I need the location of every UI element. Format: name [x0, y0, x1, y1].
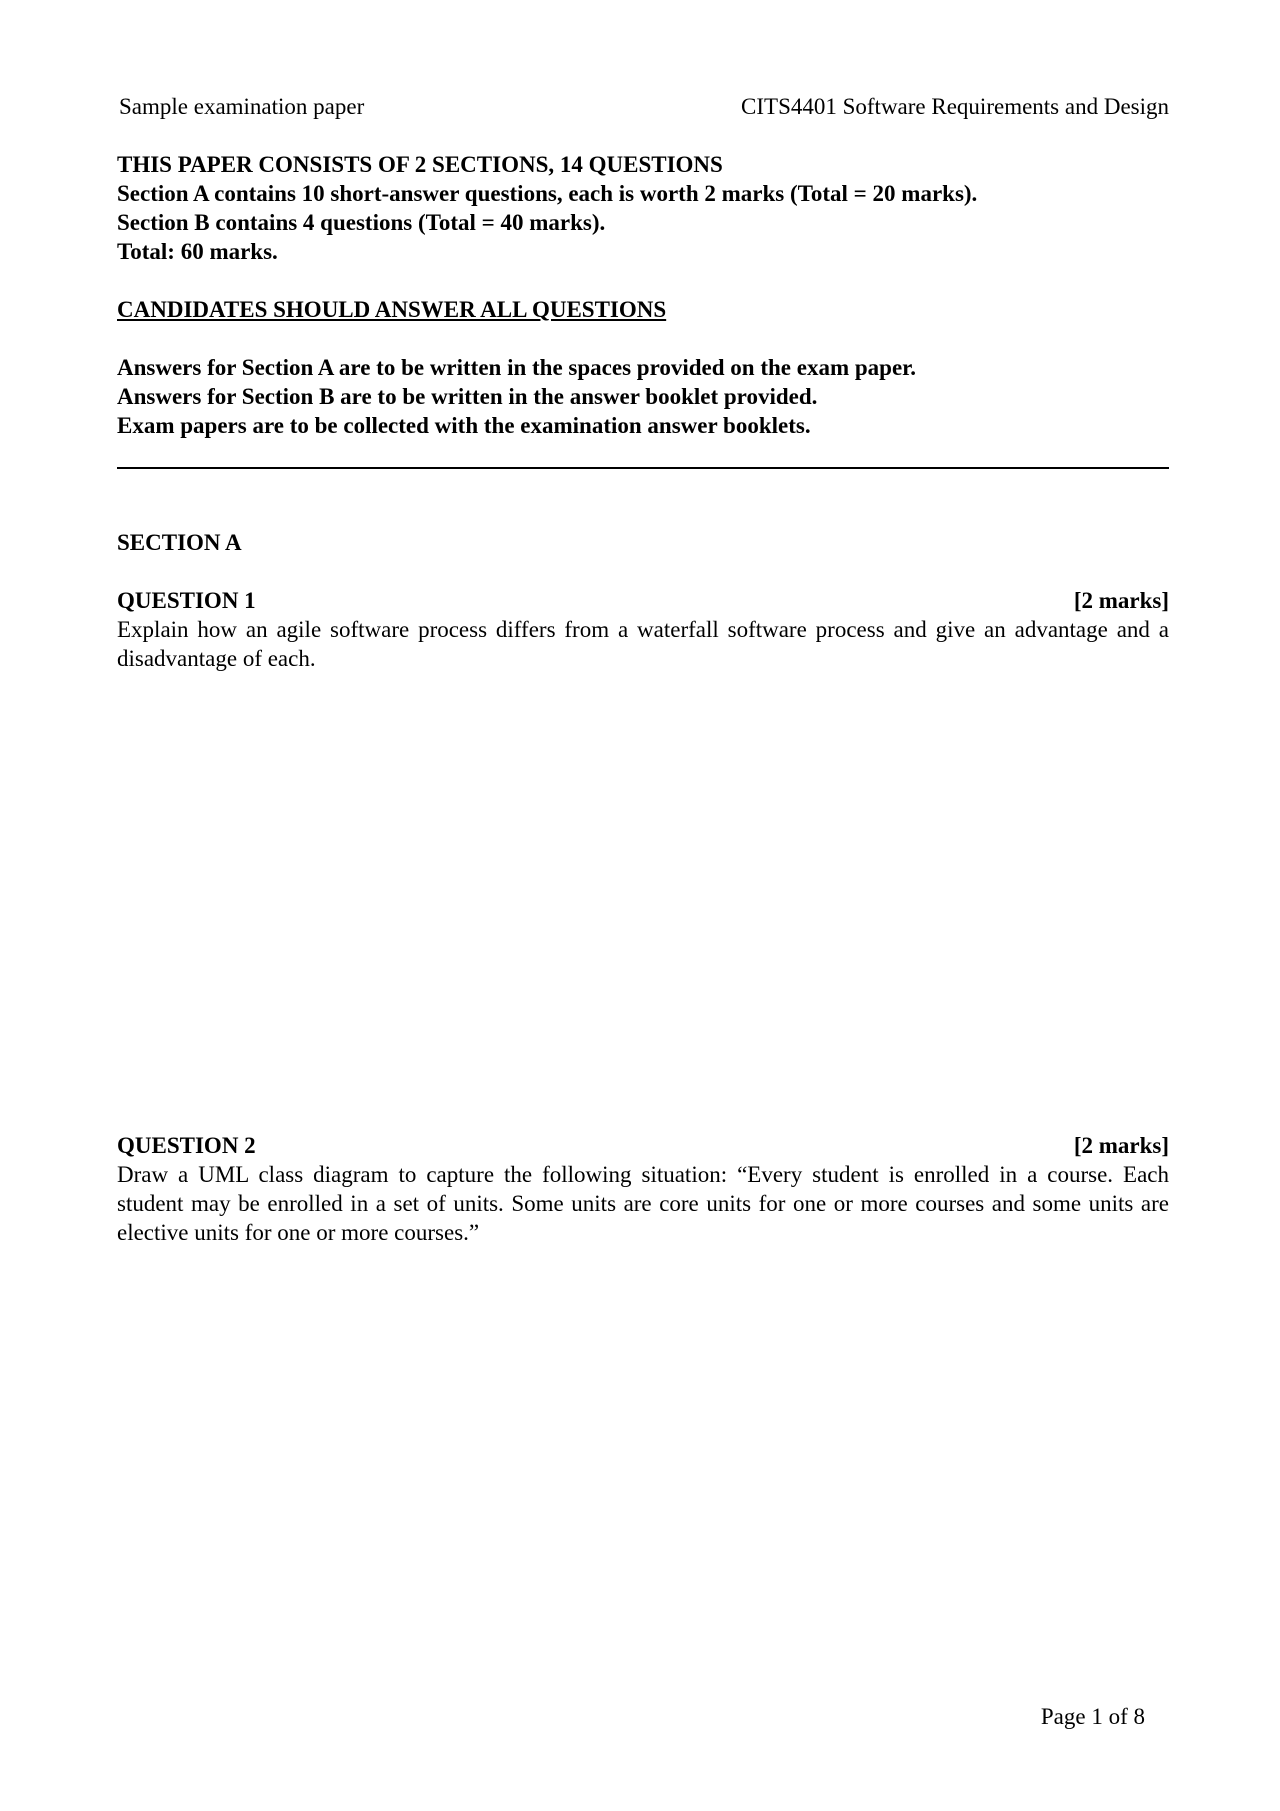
- header-course-title: CITS4401 Software Requirements and Design: [741, 94, 1169, 119]
- paper-structure-info: [117, 150, 1169, 266]
- collection-instruction: Exam papers are to be collected with the examination answer booklets.: [117, 413, 811, 438]
- question-1-title: QUESTION 1: [117, 588, 256, 613]
- section-a-info: Section A contains 10 short-answer questions, each is worth 2 marks (Total = 20 marks).: [117, 181, 978, 206]
- paper-sections-line: THIS PAPER CONSISTS OF 2 SECTIONS, 14 QUESTIONS: [117, 152, 723, 177]
- question-2: [117, 1131, 1169, 1247]
- question-2-header: [117, 1131, 1169, 1160]
- exam-page: [117, 0, 1169, 1811]
- question-2-text: Draw a UML class diagram to capture the following situation: “Every student is enrolled in a course. Each student may be enrolled in a set of units. Some units are core units for one or more courses and some units are elective units for one or more courses.”: [117, 1162, 1169, 1245]
- question-1-text: Explain how an agile software process differs from a waterfall software process and give an advantage and a disadvantage of each.: [117, 617, 1169, 671]
- horizontal-divider: [117, 467, 1169, 469]
- question-1: [117, 586, 1169, 673]
- section-b-info: Section B contains 4 questions (Total = 40 marks).: [117, 210, 606, 235]
- question-2-answer-space[interactable]: [117, 1255, 1169, 1675]
- header-paper-type: Sample examination paper: [119, 94, 365, 119]
- answer-instructions: [117, 353, 1169, 440]
- page-number: Page 1 of 8: [1040, 1704, 1145, 1729]
- question-2-title: QUESTION 2: [117, 1133, 256, 1158]
- total-marks: Total: 60 marks.: [117, 239, 278, 264]
- section-b-answer-instruction: Answers for Section B are to be written in the answer booklet provided.: [117, 384, 818, 409]
- question-1-header: [117, 586, 1169, 615]
- section-a-title: SECTION A: [117, 530, 242, 555]
- section-a-answer-instruction: Answers for Section A are to be written in the spaces provided on the exam paper.: [117, 355, 917, 380]
- question-2-marks: [2 marks]: [1073, 1133, 1169, 1158]
- candidates-notice: CANDIDATES SHOULD ANSWER ALL QUESTIONS: [117, 297, 667, 322]
- question-1-answer-space[interactable]: [117, 680, 1169, 1120]
- question-1-marks: [2 marks]: [1073, 588, 1169, 613]
